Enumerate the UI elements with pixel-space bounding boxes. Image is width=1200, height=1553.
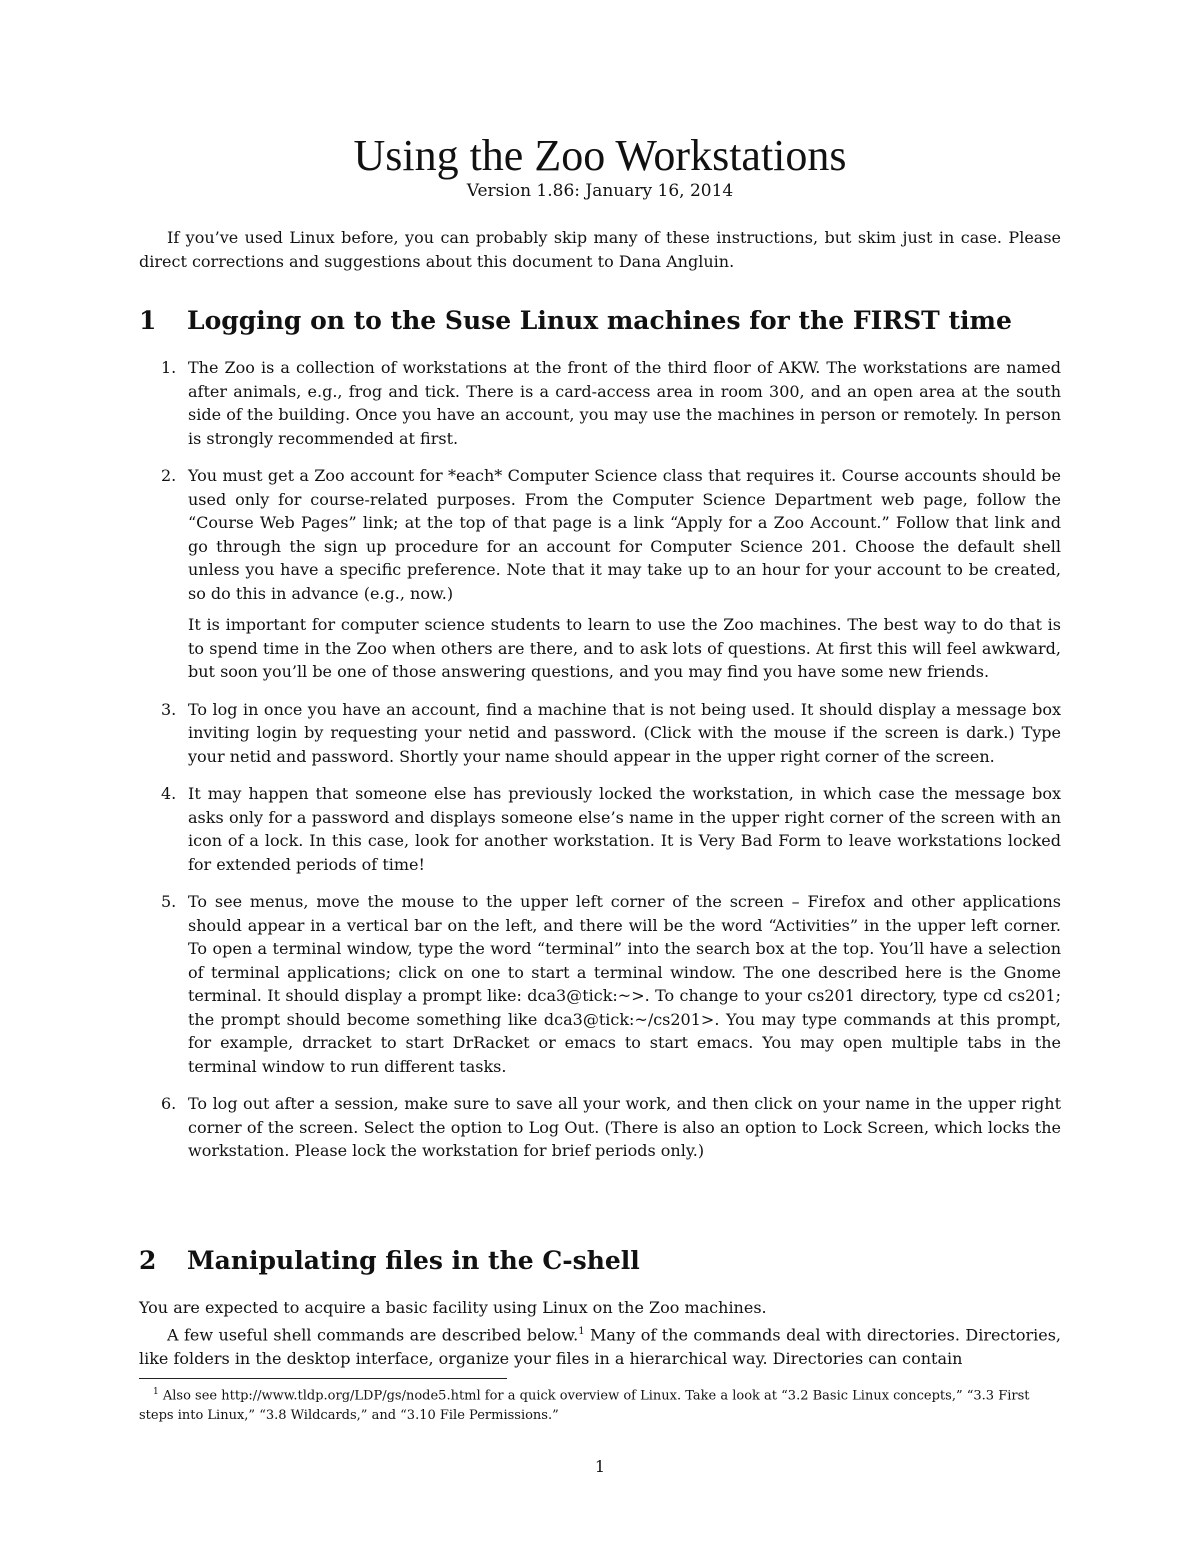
section-2-paragraph-1: You are expected to acquire a basic facility using Linux on the Zoo machines. (139, 1298, 767, 1317)
section-2-paragraph-2 (139, 1320, 1061, 1370)
section-number: 1 (139, 306, 157, 335)
list-item-text: To log out after a session, make sure to save all your work, and then click on your name in the upper right corner of the screen. Select the option to Log Out. (There is also an option to Lock Screen, which locks the workstation. Please lock the workstation for brief periods only.) (188, 1094, 1061, 1160)
paragraph-text-continued: Many of the commands deal with directories. Directories, like folders in the desktop interface, organize your files in a hierarchical way. Directories can contain (139, 1325, 1061, 1368)
list-item-text: You must get a Zoo account for *each* Computer Science class that requires it. Course accounts should be used only for course-related purposes. From the Computer Science Department web page, follow the “Course Web Pages” link; at the top of that page is a link “Apply for a Zoo Account.” Follow that link and go through the sign up procedure for an account for Computer Science 201. Choose the default shell unless you have a specific preference. Note that it may take up to an hour for your account to be created, so do this in advance (e.g., now.) (188, 466, 1061, 603)
section-title: Logging on to the Suse Linux machines for the FIRST time (187, 306, 1012, 335)
page-number: 1 (594, 1457, 606, 1476)
list-item (139, 1092, 1061, 1163)
section-title: Manipulating files in the C-shell (187, 1246, 640, 1275)
list-item-number: 6. (161, 1094, 177, 1113)
list-item (139, 356, 1061, 450)
footnote-reference[interactable]: 1 (578, 1326, 585, 1337)
document-title: Using the Zoo Workstations (353, 131, 847, 180)
section-1-heading (139, 306, 1012, 335)
list-item (139, 890, 1061, 1078)
list-item-text: It may happen that someone else has previously locked the workstation, in which case the message box asks only for a password and displays someone else’s name in the upper right corner of the screen with an icon of a lock. In this case, look for another workstation. It is Very Bad Form to leave workstations locked for extended periods of time! (188, 784, 1061, 874)
list-item (139, 464, 1061, 684)
footnote (139, 1382, 1061, 1426)
intro-paragraph: If you’ve used Linux before, you can probably skip many of these instructions, but skim just in case. Please direct corrections and suggestions about this document to Dana Angluin. (139, 228, 1061, 271)
list-item-text: To log in once you have an account, find a machine that is not being used. It should display a message box inviting login by requesting your netid and password. (Click with the mouse if the screen is dark.) Type your netid and password. Shortly your name should appear in the upper right corner of the screen. (188, 699, 1061, 766)
list-item (139, 698, 1061, 769)
footnote-mark: 1 (153, 1387, 159, 1397)
section-2-heading (139, 1246, 640, 1275)
list-item (139, 782, 1061, 876)
section-1-list (139, 356, 1061, 1177)
list-item-number: 4. (161, 784, 177, 803)
section-number: 2 (139, 1246, 157, 1275)
paragraph-text: A few useful shell commands are described below. (167, 1325, 579, 1345)
list-item-number: 1. (161, 358, 177, 377)
list-item-text: It is important for computer science students to learn to use the Zoo machines. The best way to do that is to spend time in the Zoo when others are there, and to ask lots of questions. At first this will feel awkward, but soon you’ll be one of those answering questions, and you may find you have some new friends. (188, 615, 1061, 681)
list-item-text: The Zoo is a collection of workstations at the front of the third floor of AKW. The workstations are named after animals, e.g., frog and tick. There is a card-access area in room 300, and an open area at the south side of the building. Once you have an account, you may use the machines in person or remotely. In person is strongly recommended at first. (188, 358, 1061, 448)
footnote-text: Also see http://www.tldp.org/LDP/gs/node5.html for a quick overview of Linux. Take a look at “3.2 Basic Linux concepts,” “3.3 First steps into Linux,” “3.8 Wildcards,” and “3.10 File Permissions.” (139, 1388, 1030, 1424)
footnote-rule (139, 1378, 507, 1379)
list-item-number: 3. (161, 699, 177, 719)
list-item-number: 2. (161, 466, 177, 485)
list-item-text: To see menus, move the mouse to the upper left corner of the screen – Firefox and other applications should appear in a vertical bar on the left, and there will be the word “Activities” in the upper left corner. To open a terminal window, type the word “terminal” into the search box at the top. You’ll have a selection of terminal applications; click on one to start a terminal window. The one described here is the Gnome terminal. It should display a prompt like: dca3@tick:~>. To change to your cs201 directory, type cd cs201; the prompt should become something like dca3@tick:~/cs201>. You may type commands at this prompt, for example, drracket to start DrRacket or emacs to start emacs. You may open multiple tabs in the terminal window to run different tasks. (188, 892, 1061, 1076)
document-version: Version 1.86: January 16, 2014 (466, 181, 734, 201)
list-item-number: 5. (161, 892, 177, 911)
